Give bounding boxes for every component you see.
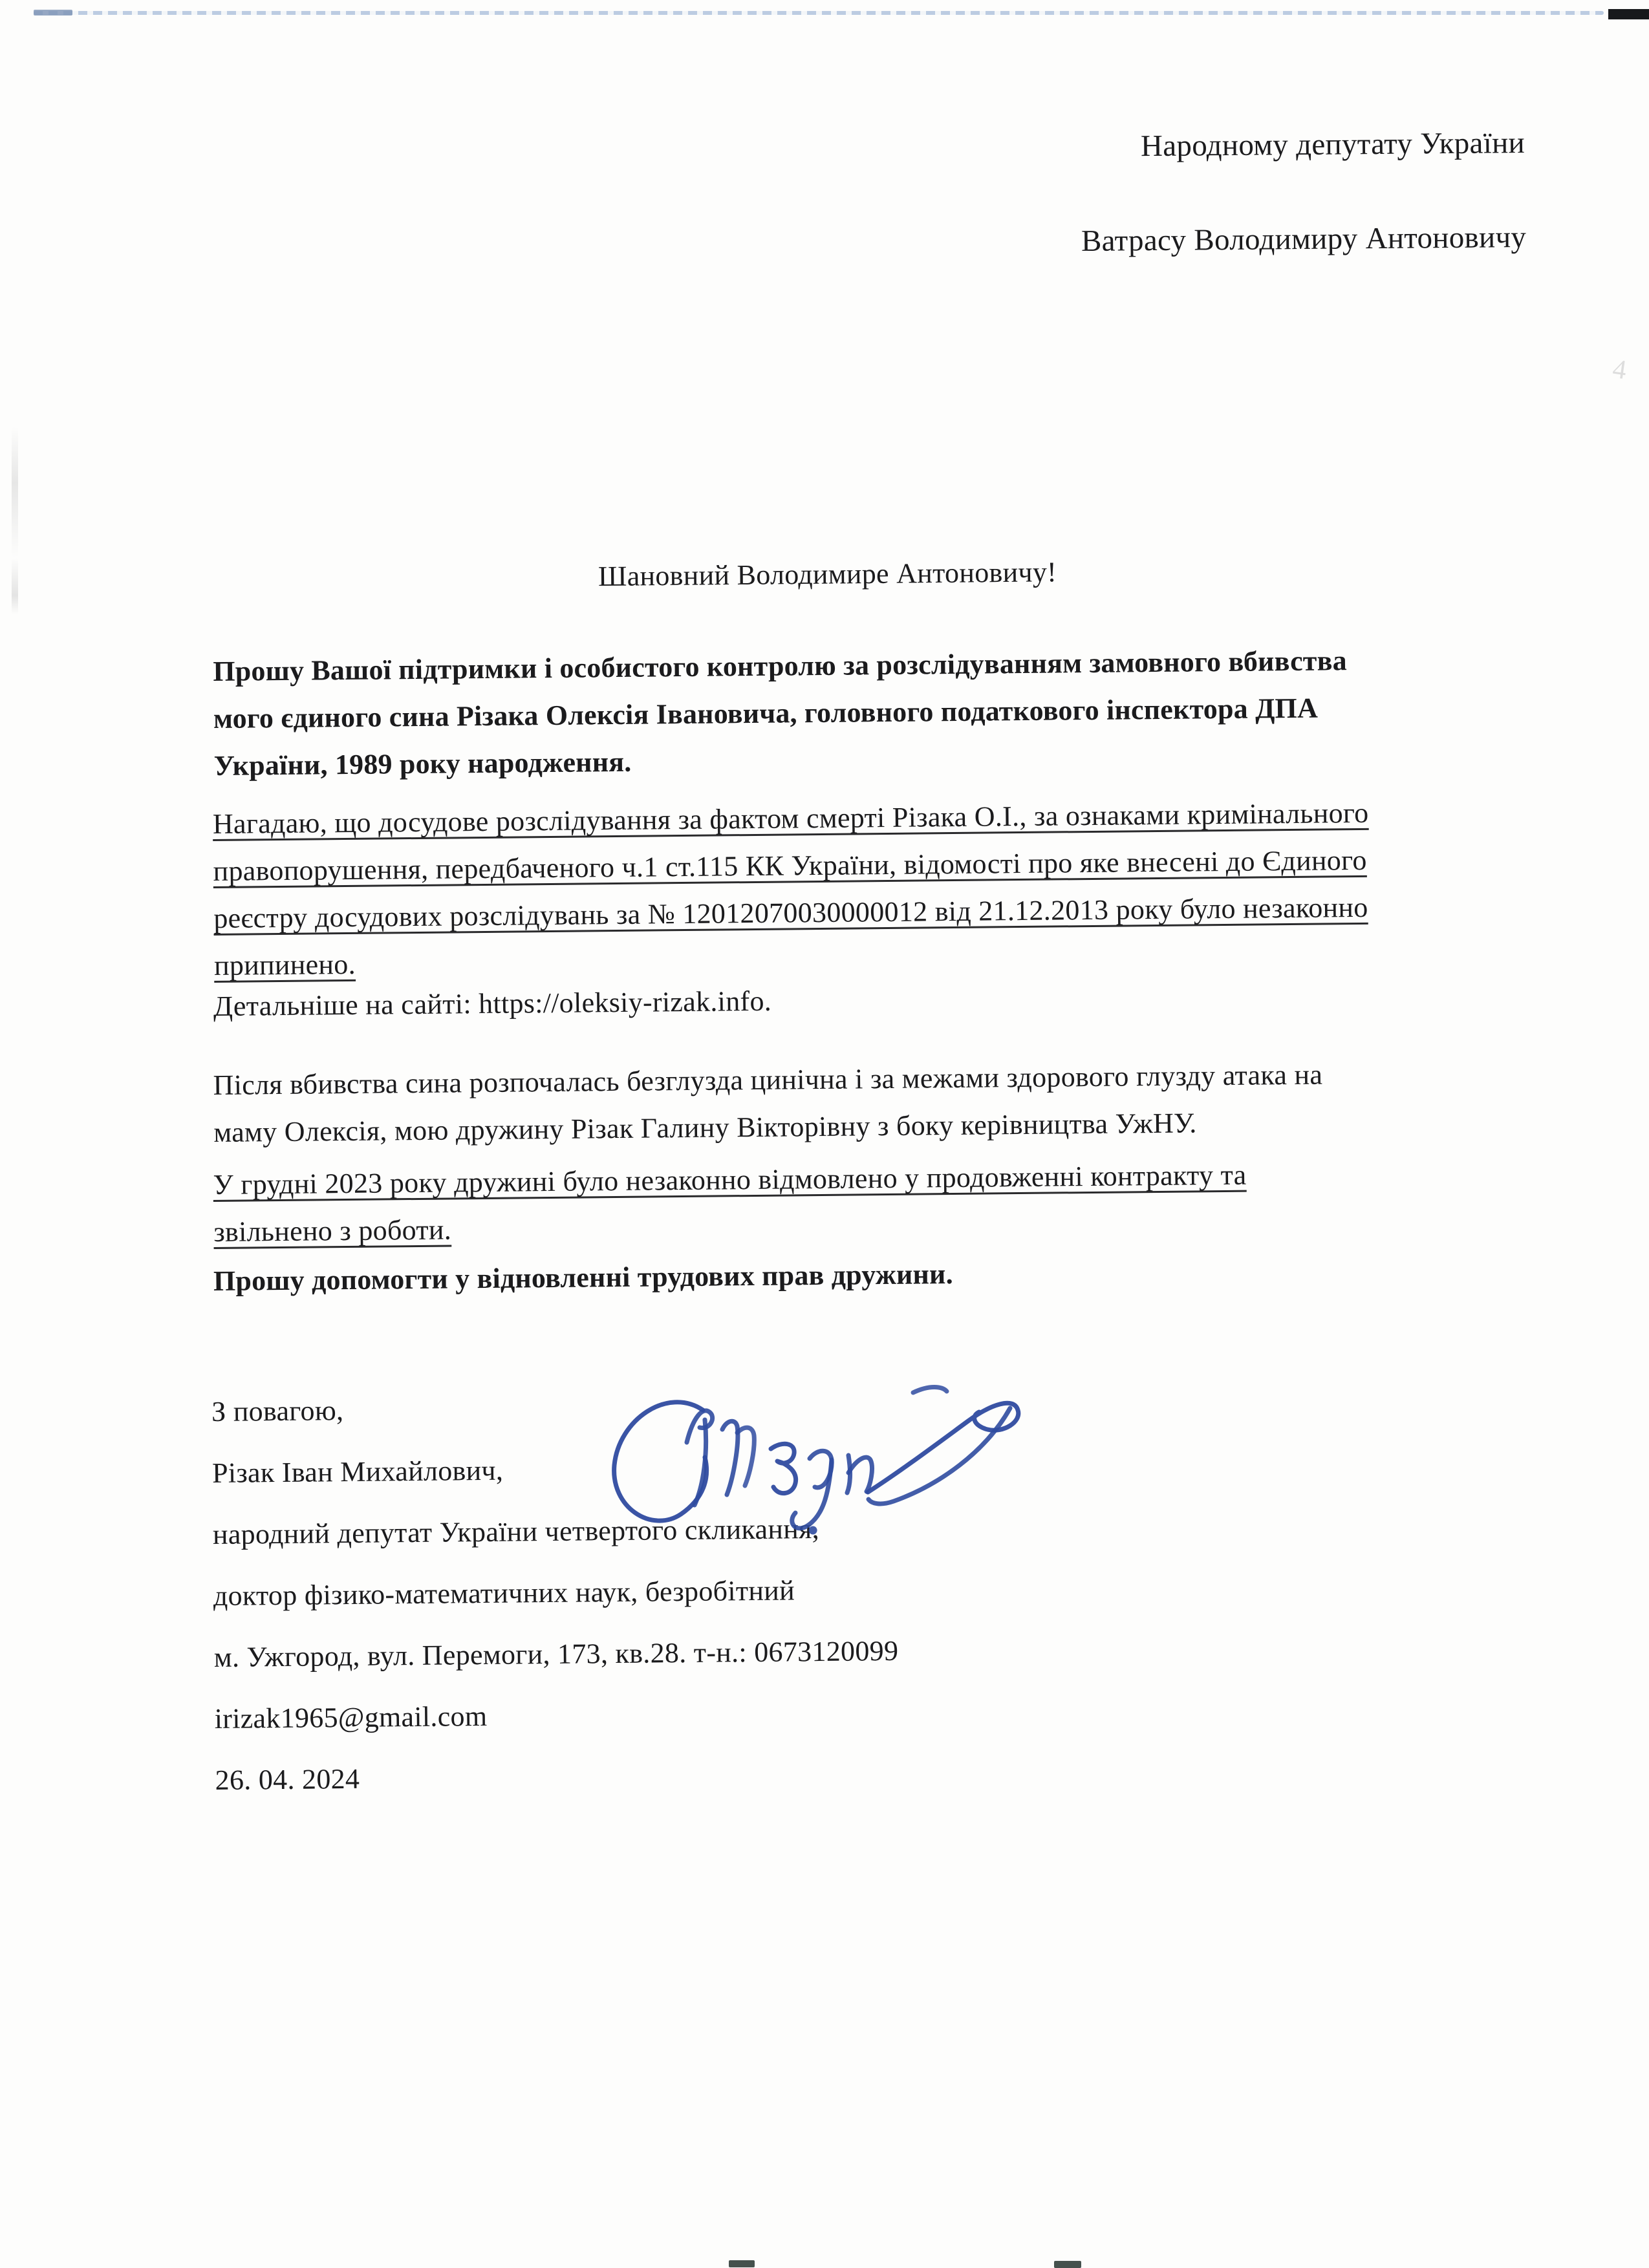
- paragraph-case-details: Нагадаю, що досудове розслідування за фактом смерті Різака О.І., за ознаками кримінального правопорушення, передбаченого ч.1 ст.115 КК України, відомості про яке внесені до Єдиного реєстру досудових розслідувань за № 12012070030000012 від 21.12.2013 року було незаконно припинено.: [212, 797, 1369, 981]
- scan-corner-bar: [1608, 9, 1649, 19]
- scan-edge-smudge: [12, 427, 18, 614]
- sender-name: Різак Іван Михайлович,: [211, 1454, 504, 1490]
- paragraph-wife-attack: Після вбивства сина розпочалась безглузда цинічна і за межами здорового глузду атака на маму Олексія, мою дружину Різак Галину Вікторівну з боку керівництва УжНУ.: [213, 1058, 1323, 1148]
- paragraph-website: Детальніше на сайті: https://oleksiy-rizak.info.: [213, 985, 772, 1022]
- handwritten-signature: [590, 1381, 1036, 1539]
- scan-bottom-mark-left: [729, 2260, 755, 2267]
- salutation: Шановний Володимире Антоновичу!: [598, 556, 1057, 592]
- scan-streak-left-end: [34, 10, 72, 16]
- paragraph-request-help: Прошу допомогти у відновленні трудових прав дружини.: [213, 1258, 954, 1297]
- paragraph-request-investigation: Прошу Вашої підтримки і особистого контролю за розслідуванням замовного вбивства мого єдиного сина Різака Олексія Івановича, головного податкового інспектора ДПА України, 1989 року народження.: [213, 645, 1348, 782]
- sender-email: irizak1965@gmail.com: [214, 1700, 488, 1735]
- letter-date: 26. 04. 2024: [215, 1762, 360, 1796]
- sender-title-doctor: доктор фізико-математичних наук, безробітний: [213, 1574, 795, 1612]
- sender-title-deputy: народний депутат України четвертого скликання,: [212, 1513, 820, 1551]
- sender-address-phone: м. Ужгород, вул. Перемоги, 173, кв.28. т-н.: 0673120099: [213, 1634, 899, 1673]
- scan-bottom-mark-right: [1054, 2261, 1081, 2268]
- addressee-line-1: Народному депутату України: [1140, 126, 1525, 164]
- scan-faint-mark: 4: [1610, 354, 1629, 386]
- paragraph-contract-termination: У грудні 2023 року дружині було незаконно відмовлено у продовженні контракту та звільнено з роботи.: [213, 1159, 1247, 1248]
- closing-line: З повагою,: [211, 1395, 344, 1428]
- addressee-line-2: Ватрасу Володимиру Антоновичу: [1081, 220, 1527, 259]
- scan-streak-top: [34, 11, 1604, 15]
